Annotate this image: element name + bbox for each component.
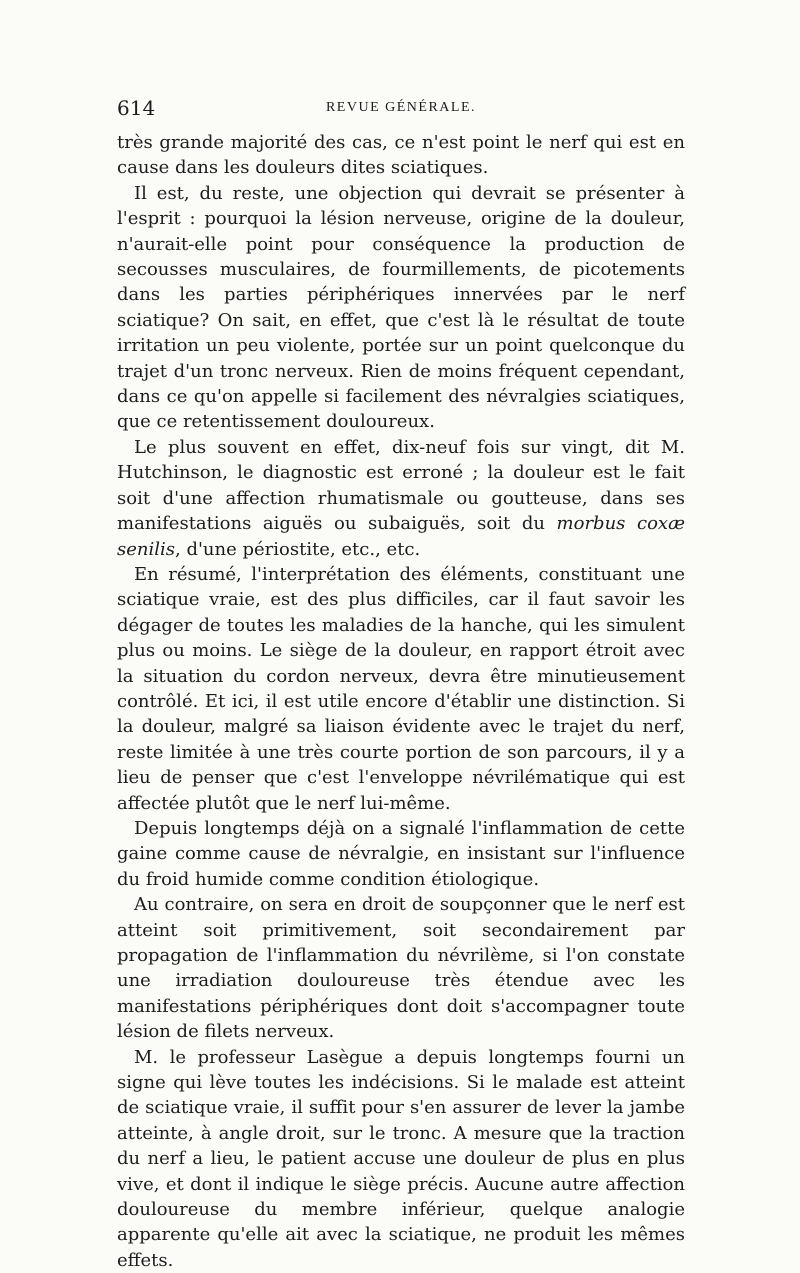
page-header <box>117 96 685 126</box>
running-title: REVUE GÉNÉRALE. <box>325 100 477 115</box>
page-number: 614 <box>117 96 156 120</box>
body-text <box>117 130 685 1273</box>
paragraph-4: En résumé, l'interprétation des éléments, constituant une sciatique vraie, est des plus difficiles, car il faut savoir les dégager de toutes les maladies de la hanche, qui les simulent plus ou moins. Le siège de la douleur, en rapport étroit avec la situation du cordon nerveux, devra être minutieusement contrôlé. Et ici, il est utile encore d'établir une distinction. Si la douleur, malgré sa liaison évidente avec le trajet du nerf, reste limitée à une très courte portion de son parcours, il y a lieu de penser que c'est l'enveloppe névrilématique qui est affectée plutôt que le nerf lui-même. <box>117 563 685 814</box>
paragraph-5: Depuis longtemps déjà on a signalé l'inflammation de cette gaine comme cause de névralgie, en insistant sur l'influence du froid humide comme condition étiologique. <box>117 817 685 890</box>
paragraph-3 <box>117 435 685 562</box>
paragraph-7: M. le professeur Lasègue a depuis longtemps fourni un signe qui lève toutes les indécisions. Si le malade est atteint de sciatique vraie, il suffit pour s'en assurer de lever la jambe atteinte, à angle droit, sur le tronc. A mesure que la traction du nerf a lieu, le patient accuse une douleur de plus en plus vive, et dont il indique le siège précis. Aucune autre affection douloureuse du membre inférieur, quelque analogie apparente qu'elle ait avec la sciatique, ne produit les mêmes effets. <box>117 1046 685 1271</box>
latin-term: morbus coxæ senilis <box>117 513 685 560</box>
paragraph-3-start: Le plus souvent en effet, dix-neuf fois sur vingt, dit M. Hutchinson, le diagnostic est erroné ; la douleur est le fait soit d'une affection rhumatismale ou goutteuse, dans ses manifestations aiguës ou subaiguës, soit du <box>117 436 685 535</box>
paragraph-2: Il est, du reste, une objection qui devrait se présenter à l'esprit : pourquoi la lésion nerveuse, origine de la douleur, n'aurait-elle point pour conséquence la production de secousses musculaires, de fourmillements, de picotements dans les parties périphériques innervées par le nerf sciatique? On sait, en effet, que c'est là le résultat de toute irritation un peu violente, portée sur un point quelconque du trajet d'un tronc nerveux. Rien de moins fréquent cependant, dans ce qu'on appelle si facilement des névralgies sciatiques, que ce retentissement douloureux. <box>117 182 685 433</box>
paragraph-3-end: , d'une périostite, etc., etc. <box>175 538 421 560</box>
paragraph-1: très grande majorité des cas, ce n'est point le nerf qui est en cause dans les douleurs dites sciatiques. <box>117 132 685 179</box>
paragraph-6: Au contraire, on sera en droit de soupçonner que le nerf est atteint soit primitivement, soit secondairement par propagation de l'inflammation du névrilème, si l'on constate une irradiation douloureuse très étendue avec les manifestations périphériques dont doit s'accompagner toute lésion de filets nerveux. <box>117 894 685 1043</box>
